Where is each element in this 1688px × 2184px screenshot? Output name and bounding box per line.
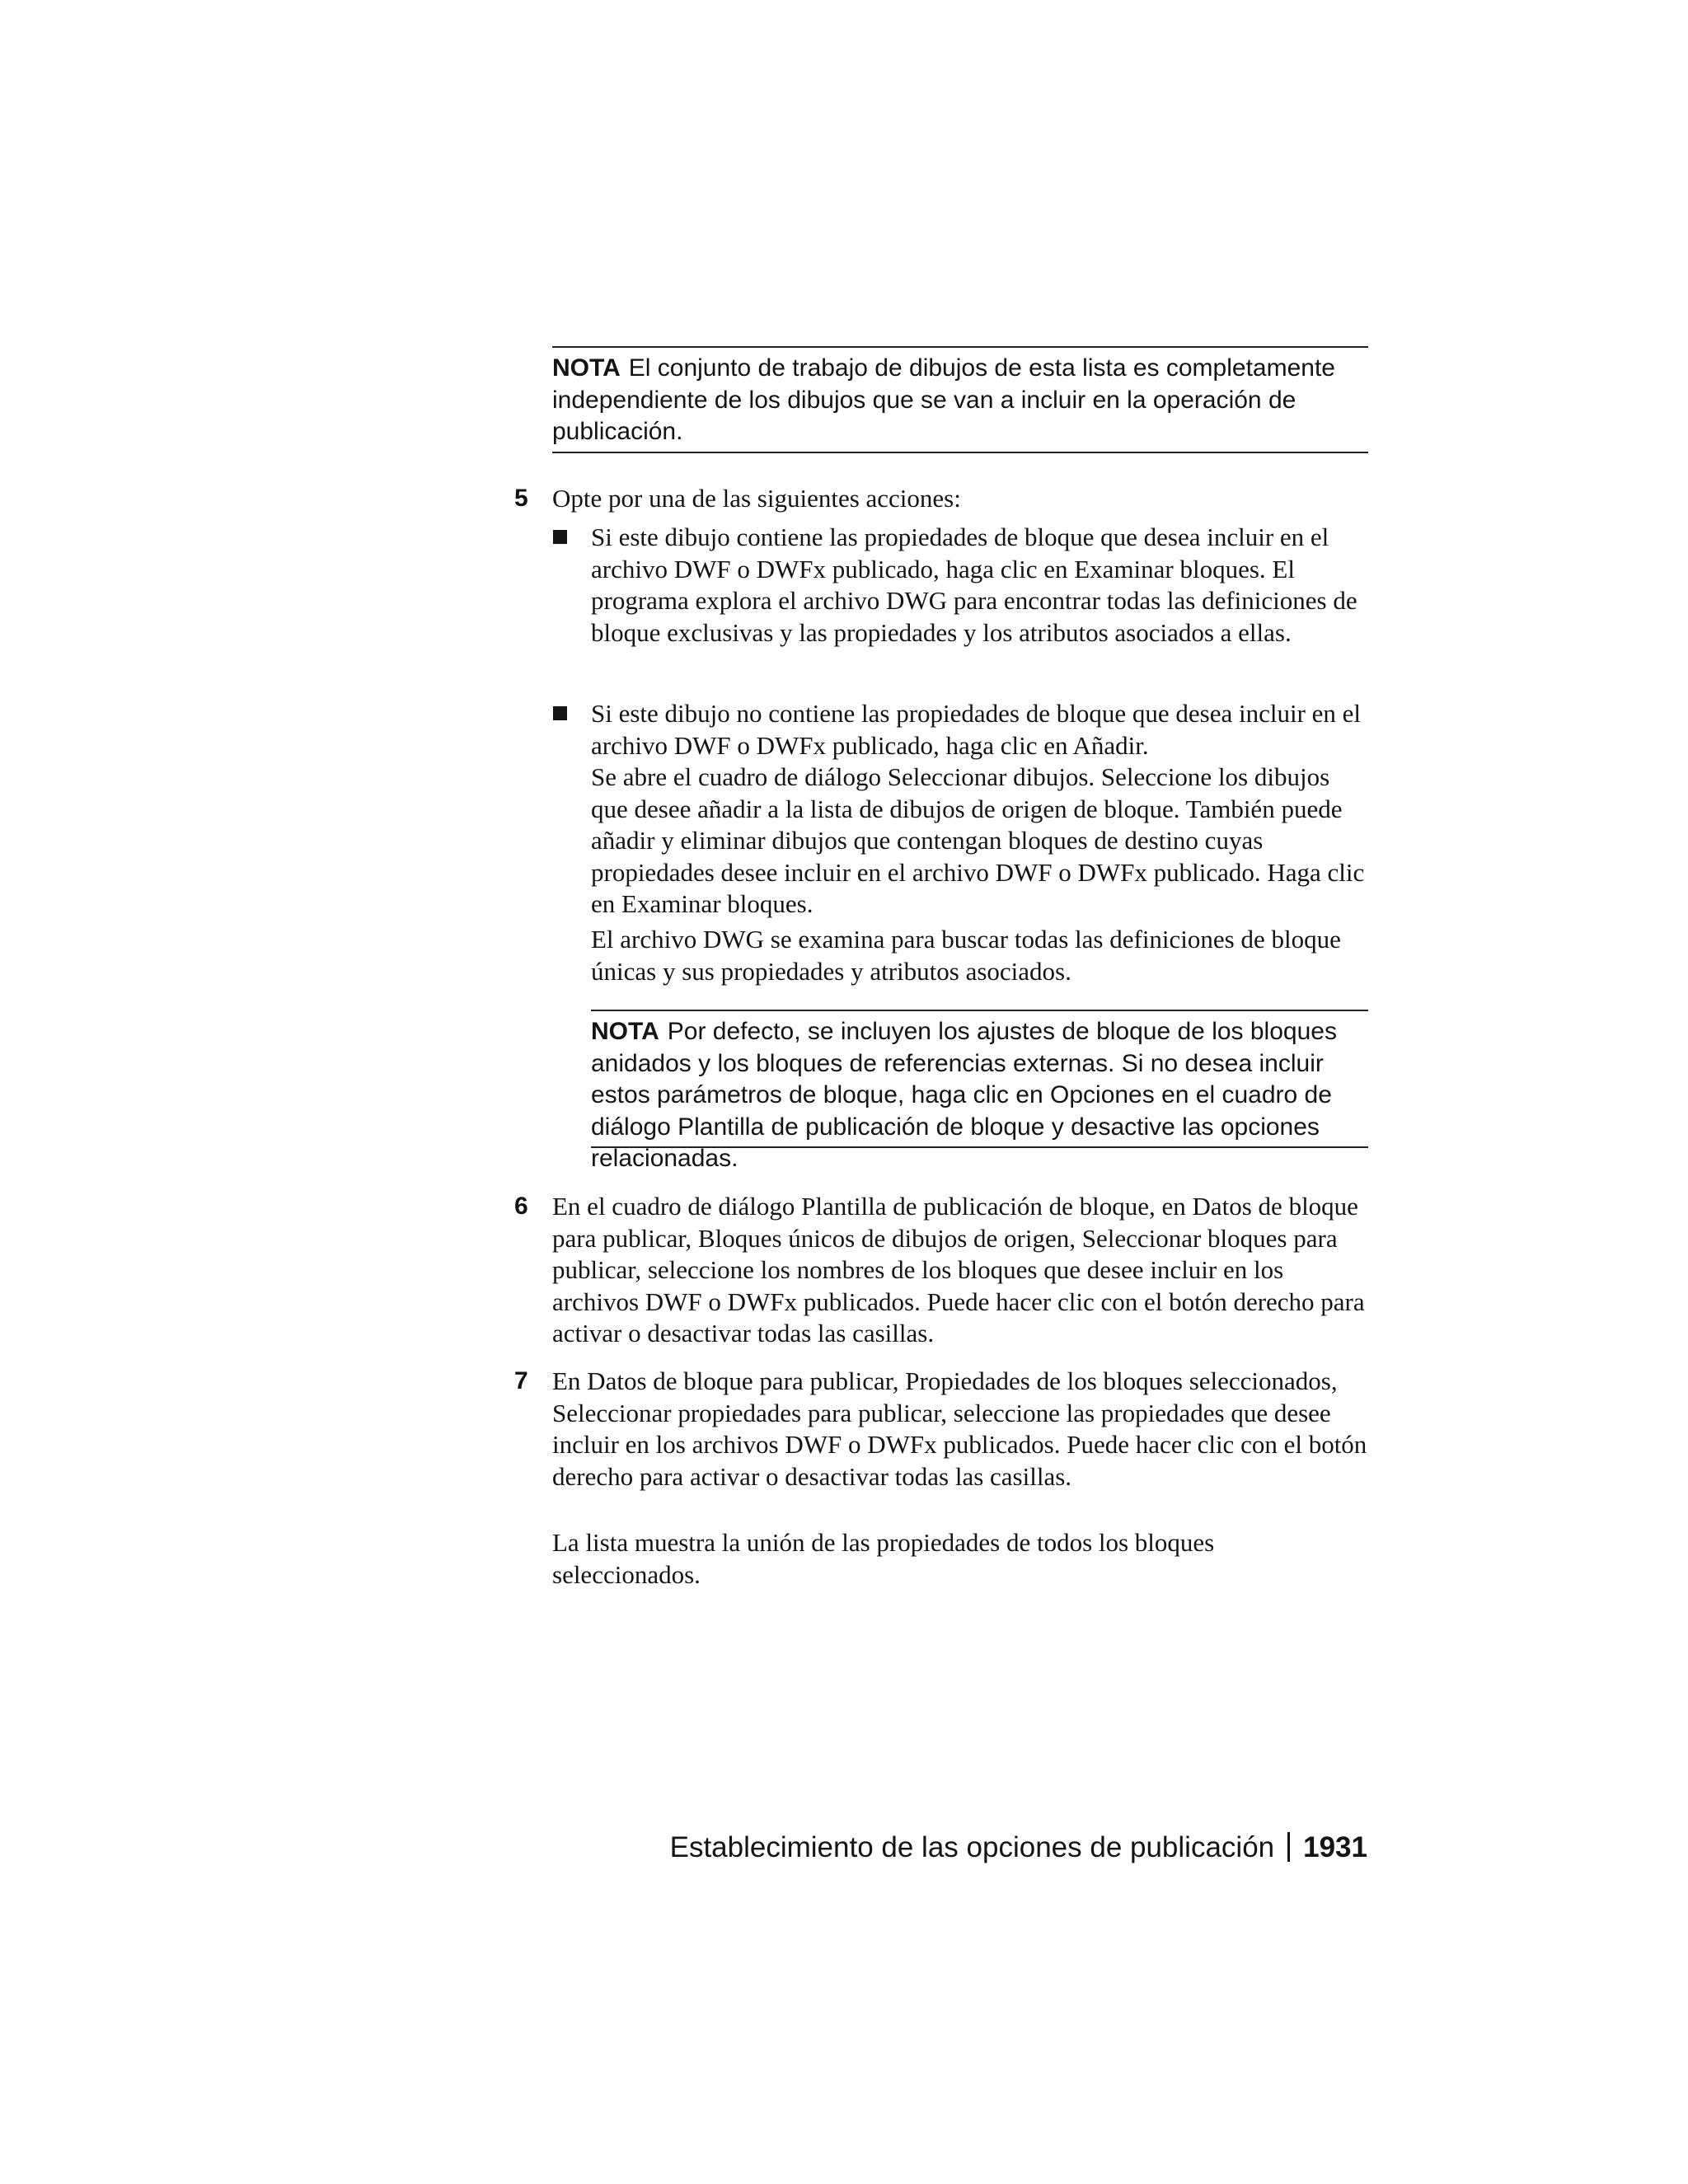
footer-section-title: Establecimiento de las opciones de publicación — [669, 1831, 1275, 1863]
step-number: 6 — [514, 1193, 528, 1220]
step-text: En el cuadro de diálogo Plantilla de publicación de bloque, en Datos de bloque para publicar, Bloques únicos de dibujos de origen, Seleccionar bloques para publicar, seleccione los nombres de los bloques que desee incluir en los archivos DWF o DWFx publicados. Puede hacer clic con el botón derecho para activar o desactivar todas las casillas. — [552, 1192, 1365, 1347]
bullet-text: Si este dibujo contiene las propiedades de bloque que desea incluir en el archivo DWF o DWFx publicado, haga clic en Examinar bloques. El programa explora el archivo DWG para encontrar todas las definiciones de bloque exclusivas y las propiedades y los atributos asociados a ellas. — [591, 523, 1357, 647]
note-box — [552, 346, 1368, 453]
step-number: 7 — [514, 1367, 528, 1394]
note-label: NOTA — [591, 1018, 659, 1045]
bullet-text-continuation: Se abre el cuadro de diálogo Seleccionar dibujos. Seleccione los dibujos que desee añadir a la lista de dibujos de origen de bloque. También puede añadir y eliminar dibujos que contengan bloques de destino cuyas propiedades desee incluir en el archivo DWF o DWFx publicado. Haga clic en Examinar bloques. — [591, 762, 1365, 918]
bullet-text — [591, 698, 1372, 921]
step-paragraph: La lista muestra la unión de las propiedades de todos los bloques seleccionados. — [552, 1528, 1215, 1589]
note-text: Por defecto, se incluyen los ajustes de bloque de los bloques anidados y los bloques de referencias externas. Si no desea incluir estos parámetros de bloque, haga clic en Opciones en el cuadro de diálogo Plantilla de publicación de bloque y desactive las opciones relacionadas. — [591, 1018, 1337, 1172]
bullet-paragraph: El archivo DWG se examina para buscar todas las definiciones de bloque únicas y sus propiedades y atributos asociados. — [591, 925, 1341, 986]
step-number: 5 — [514, 485, 528, 512]
step-text: Opte por una de las siguientes acciones: — [552, 484, 961, 513]
bullet-marker — [553, 530, 567, 544]
step-text: En Datos de bloque para publicar, Propiedades de los bloques seleccionados, Seleccionar propiedades para publicar, seleccione las propiedades que desee incluir en los archivos DWF o DWFx publicados. Puede hacer clic con el botón derecho para activar o desactivar todas las casillas. — [552, 1366, 1367, 1491]
note-text: El conjunto de trabajo de dibujos de esta lista es completamente independiente de los dibujos que se van a incluir en la operación de publicación. — [552, 354, 1335, 445]
bullet-marker — [553, 706, 567, 720]
note-box — [591, 1010, 1368, 1172]
footer-divider — [1287, 1832, 1290, 1862]
page-footer — [670, 1830, 1367, 1866]
note-label: NOTA — [552, 354, 621, 382]
bullet-text-line: Si este dibujo no contiene las propiedades de bloque que desea incluir en el archivo DWF o DWFx publicado, haga clic en Añadir. — [591, 699, 1362, 760]
page-number: 1931 — [1303, 1831, 1367, 1863]
